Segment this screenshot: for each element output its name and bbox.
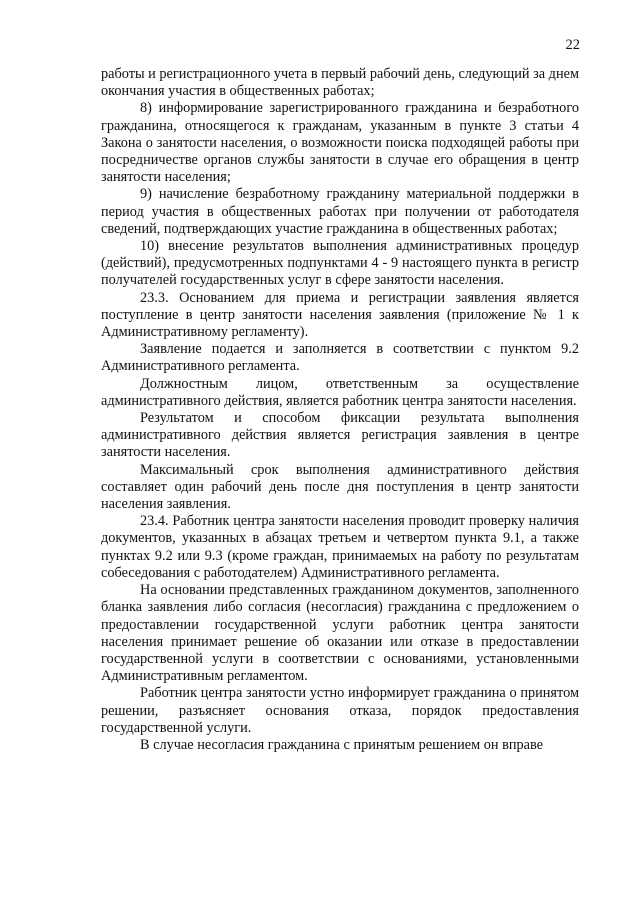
paragraph-decision-basis: На основании представленных гражданином документов, заполненного бланка заявления либо согласия (несогласия) гражданина с предложением о предоставлении государственной услуги работник центра занятости населения принимает решение об оказании или отказе в предоставлении государственной услуги в соответствии с основаниями, установленными Административным регламентом. [101,582,579,685]
paragraph-responsible-official: Должностным лицом, ответственным за осуществление административного действия, является работник центра занятости населения. [101,375,579,409]
paragraph-item-8: 8) информирование зарегистрированного гражданина и безработного гражданина, относящегося к гражданам, указанным в пункте 3 статьи 4 Закона о занятости населения, о возможности поиска подходящей работы при посредничестве органов службы занятости в случае его обращения в центр занятости населения; [101,100,579,186]
paragraph-23-3: 23.3. Основанием для приема и регистрации заявления является поступление в центр занятости населения заявления (приложение № 1 к Административному регламенту). [101,289,579,341]
document-body [101,66,579,754]
paragraph-application-submission: Заявление подается и заполняется в соответствии с пунктом 9.2 Административного регламента. [101,341,579,375]
paragraph-max-duration: Максимальный срок выполнения административного действия составляет один рабочий день после дня поступления в центр занятости населения заявления. [101,461,579,513]
paragraph-continuation: работы и регистрационного учета в первый рабочий день, следующий за днем окончания участия в общественных работах; [101,66,579,100]
page-number: 22 [565,37,580,53]
paragraph-oral-notification: Работник центра занятости устно информирует гражданина о принятом решении, разъясняет основания отказа, порядок предоставления государственной услуги. [101,685,579,736]
paragraph-23-4: 23.4. Работник центра занятости населения проводит проверку наличия документов, указанных в абзацах третьем и четвертом пункта 9.1, а также пунктах 9.2 или 9.3 (кроме граждан, принимаемых на работу по результатам собеседования с работодателем) Административного регламента. [101,513,579,581]
paragraph-disagreement: В случае несогласия гражданина с принятым решением он вправе [140,736,544,753]
paragraph-result-fixation: Результатом и способом фиксации результата выполнения административного действия является регистрация заявления в центре занятости населения. [101,410,579,461]
paragraph-item-10: 10) внесение результатов выполнения административных процедур (действий), предусмотренных подпунктами 4 - 9 настоящего пункта в регистр получателей государственных услуг в сфере занятости населения. [101,238,579,289]
paragraph-item-9: 9) начисление безработному гражданину материальной поддержки в период участия в общественных работах при получении от работодателя сведений, подтверждающих участие гражданина в общественных работах; [101,186,579,237]
